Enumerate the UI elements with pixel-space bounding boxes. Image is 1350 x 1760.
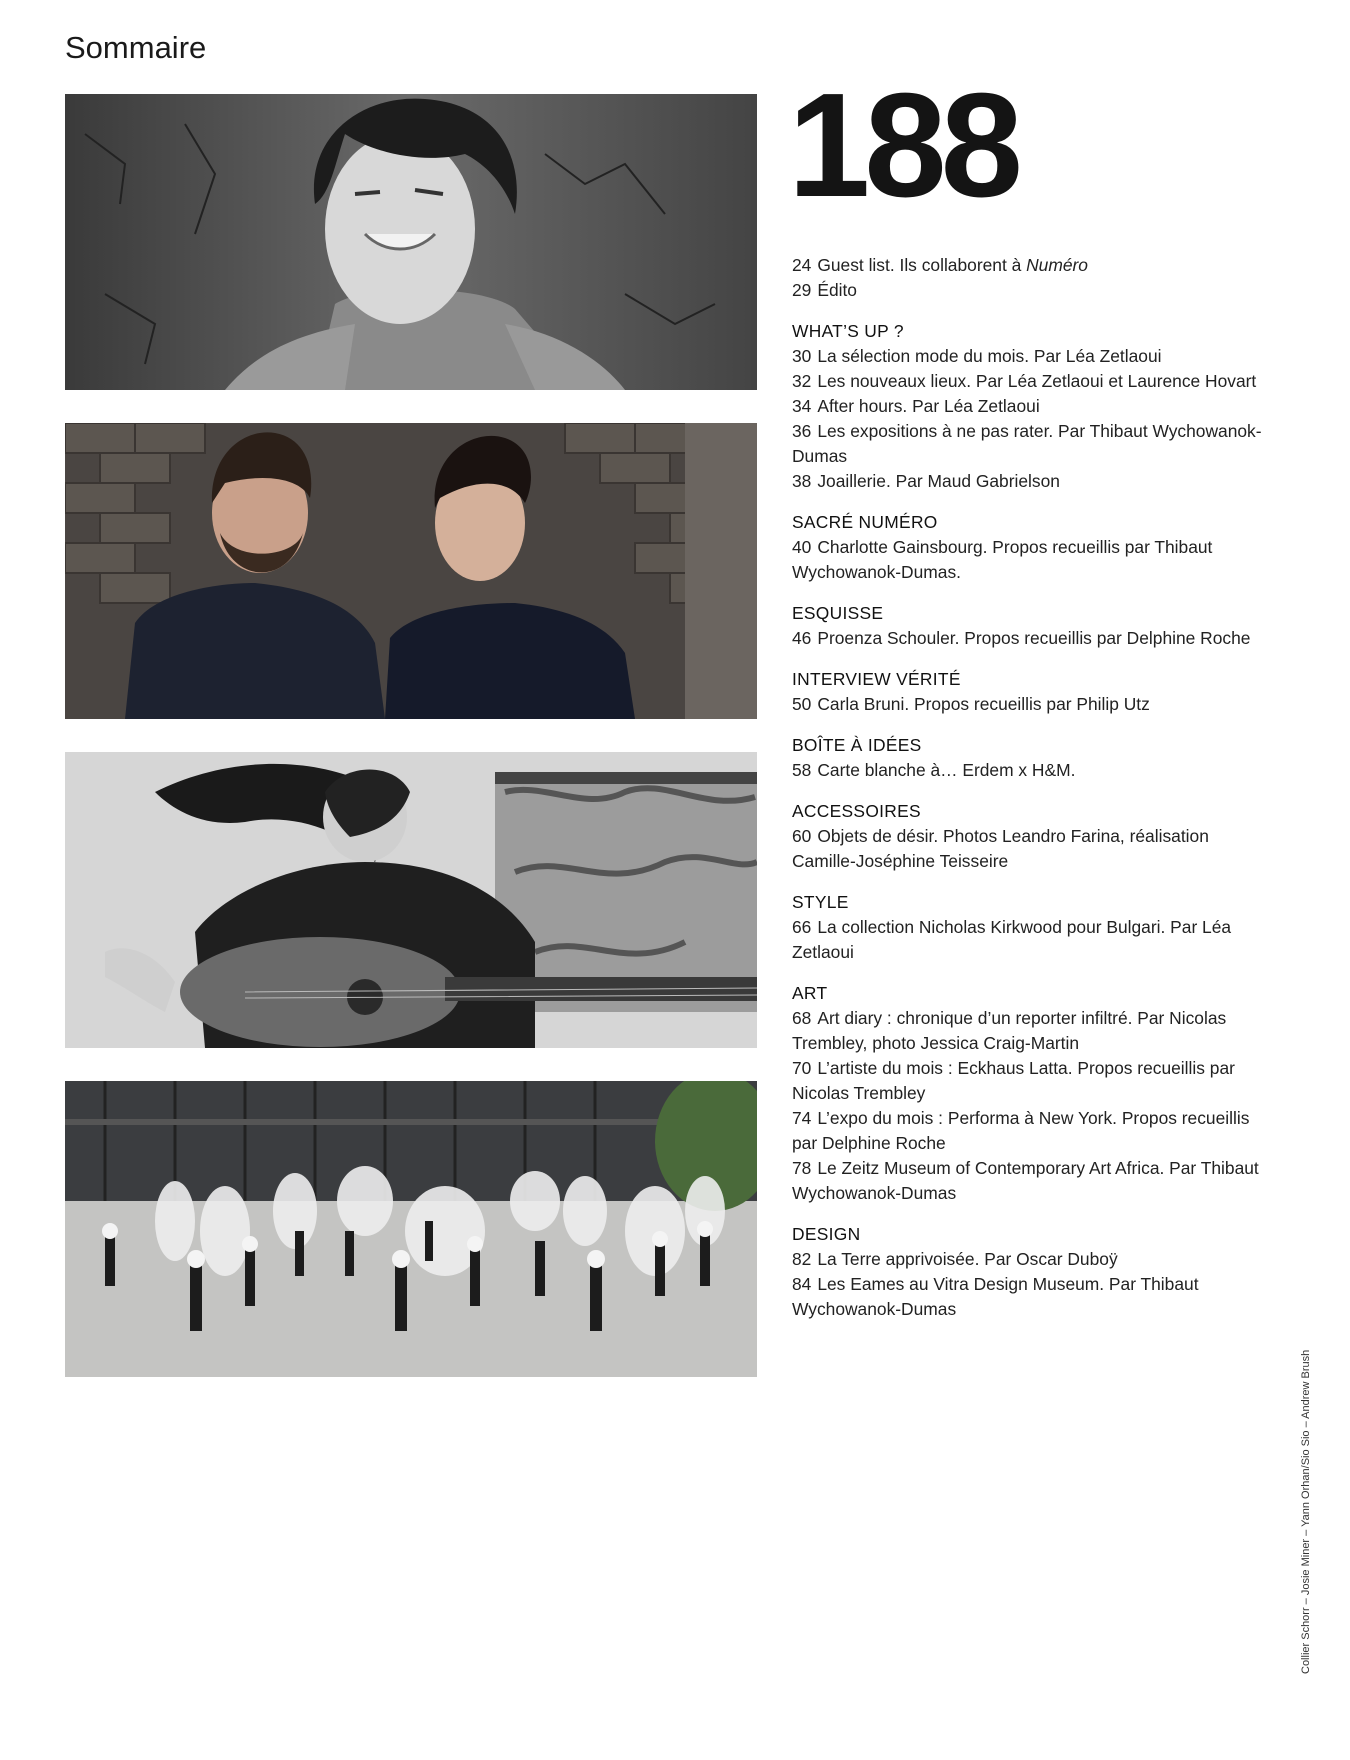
toc-entry-title: Le Zeitz Museum of Contemporary Art Africa. Par Thibaut Wychowanok-Dumas: [792, 1158, 1259, 1203]
toc-entry-page-number: 24: [792, 255, 812, 275]
toc-entry-page-number: 84: [792, 1274, 812, 1294]
toc-entry-page-number: 30: [792, 346, 812, 366]
toc-section: [792, 510, 1262, 585]
toc-section-heading: ESQUISSE: [792, 603, 884, 623]
toc-entry-page-number: 38: [792, 471, 812, 491]
toc-entry-page-number: 66: [792, 917, 812, 937]
table-of-contents: [792, 253, 1262, 1322]
toc-entry[interactable]: [792, 394, 1262, 419]
toc-entry-page-number: 46: [792, 628, 812, 648]
toc-entry[interactable]: [792, 419, 1262, 469]
photo-plaza-performance-image: [65, 1081, 757, 1377]
toc-entry-page-number: 78: [792, 1158, 812, 1178]
toc-section-heading: ART: [792, 983, 828, 1003]
toc-section: [792, 890, 1262, 965]
toc-section: [792, 1222, 1262, 1322]
photo-guitar-woman-image: [65, 752, 757, 1048]
toc-entry[interactable]: [792, 1106, 1262, 1156]
toc-entry[interactable]: [792, 915, 1262, 965]
toc-entry-title: Carte blanche à… Erdem x H&M.: [817, 760, 1076, 780]
toc-entry-page-number: 82: [792, 1249, 812, 1269]
toc-section-heading: WHAT’S UP ?: [792, 321, 904, 341]
toc-entry-title: Objets de désir. Photos Leandro Farina, réalisation Camille-Joséphine Teisseire: [792, 826, 1209, 871]
toc-entry-title: La sélection mode du mois. Par Léa Zetlaoui: [817, 346, 1162, 366]
toc-entry-title: Les nouveaux lieux. Par Léa Zetlaoui et Laurence Hovart: [817, 371, 1257, 391]
toc-entry[interactable]: [792, 1272, 1262, 1322]
toc-entry[interactable]: [792, 626, 1262, 651]
toc-entry-page-number: 34: [792, 396, 812, 416]
toc-entry[interactable]: [792, 278, 1262, 303]
toc-section-heading: ACCESSOIRES: [792, 801, 921, 821]
toc-entry-page-number: 74: [792, 1108, 812, 1128]
toc-entry-page-number: 32: [792, 371, 812, 391]
toc-entry[interactable]: [792, 824, 1262, 874]
toc-entry-page-number: 70: [792, 1058, 812, 1078]
toc-entry-page-number: 40: [792, 537, 812, 557]
toc-entry-title: Les Eames au Vitra Design Museum. Par Thibaut Wychowanok-Dumas: [792, 1274, 1199, 1319]
toc-entry-title: After hours. Par Léa Zetlaoui: [817, 396, 1040, 416]
toc-entry-title: L’artiste du mois : Eckhaus Latta. Propos recueillis par Nicolas Trembley: [792, 1058, 1235, 1103]
toc-entry[interactable]: [792, 253, 1262, 278]
photo-credits: Collier Schorr – Josie Miner – Yann Orhan/Sio Sio – Andrew Brush: [1300, 1349, 1312, 1674]
toc-entry[interactable]: [792, 1056, 1262, 1106]
toc-section: [792, 319, 1262, 494]
toc-section-heading: BOÎTE À IDÉES: [792, 735, 922, 755]
toc-entry-italic-title: Numéro: [1026, 255, 1088, 275]
toc-entry[interactable]: [792, 344, 1262, 369]
toc-section-heading: STYLE: [792, 892, 849, 912]
toc-entry[interactable]: [792, 469, 1262, 494]
photo-plaza-performance: [65, 1081, 757, 1377]
toc-section: [792, 733, 1262, 783]
photo-portrait-woman-image: [65, 94, 757, 390]
photo-portrait-woman: [65, 94, 757, 390]
toc-entry-page-number: 50: [792, 694, 812, 714]
issue-number: 188: [788, 63, 1017, 228]
toc-entry[interactable]: [792, 758, 1262, 783]
toc-entry-title: Carla Bruni. Propos recueillis par Philip Utz: [817, 694, 1150, 714]
toc-section-heading: SACRÉ NUMÉRO: [792, 512, 938, 532]
toc-entry-title: L’expo du mois : Performa à New York. Propos recueillis par Delphine Roche: [792, 1108, 1250, 1153]
toc-section-heading: DESIGN: [792, 1224, 861, 1244]
toc-entry[interactable]: [792, 369, 1262, 394]
toc-entry[interactable]: [792, 1156, 1262, 1206]
toc-entry-title: Charlotte Gainsbourg. Propos recueillis par Thibaut Wychowanok-Dumas.: [792, 537, 1213, 582]
toc-entry-page-number: 60: [792, 826, 812, 846]
toc-section: [792, 799, 1262, 874]
toc-entry-title: Proenza Schouler. Propos recueillis par Delphine Roche: [817, 628, 1251, 648]
toc-entry-page-number: 58: [792, 760, 812, 780]
page-title: Sommaire: [65, 30, 207, 65]
toc-entry-page-number: 29: [792, 280, 812, 300]
toc-entry-page-number: 68: [792, 1008, 812, 1028]
toc-entry-title: Édito: [817, 280, 857, 300]
toc-entry-page-number: 36: [792, 421, 812, 441]
toc-entry[interactable]: [792, 1006, 1262, 1056]
toc-section: [792, 601, 1262, 651]
photo-column: [65, 94, 757, 1410]
toc-entry-title: Guest list. Ils collaborent à: [817, 255, 1027, 275]
toc-entry[interactable]: [792, 692, 1262, 717]
toc-section: [792, 981, 1262, 1206]
toc-section: [792, 253, 1262, 303]
photo-guitar-woman: [65, 752, 757, 1048]
toc-entry-title: La Terre apprivoisée. Par Oscar Duboÿ: [817, 1249, 1118, 1269]
toc-entry-title: Les expositions à ne pas rater. Par Thibaut Wychowanok-Dumas: [792, 421, 1262, 466]
toc-section: [792, 667, 1262, 717]
toc-section-heading: INTERVIEW VÉRITÉ: [792, 669, 961, 689]
toc-entry-title: Joaillerie. Par Maud Gabrielson: [817, 471, 1060, 491]
toc-entry[interactable]: [792, 1247, 1262, 1272]
toc-entry-title: Art diary : chronique d’un reporter infiltré. Par Nicolas Trembley, photo Jessica Craig-Martin: [792, 1008, 1227, 1053]
photo-two-men: [65, 423, 757, 719]
photo-two-men-image: [65, 423, 757, 719]
toc-entry[interactable]: [792, 535, 1262, 585]
toc-entry-title: La collection Nicholas Kirkwood pour Bulgari. Par Léa Zetlaoui: [792, 917, 1232, 962]
